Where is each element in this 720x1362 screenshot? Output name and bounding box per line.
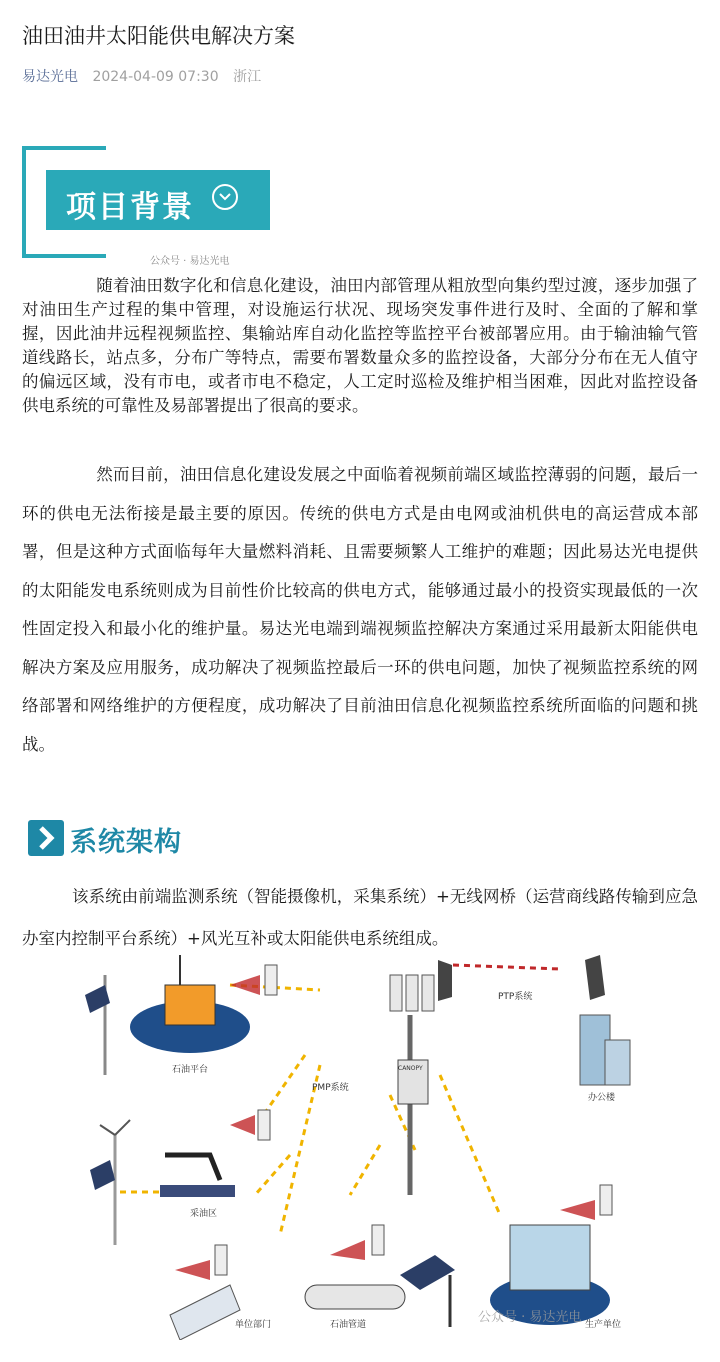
camera-1: [230, 965, 277, 995]
label-platform: 石油平台: [172, 1065, 209, 1075]
production-unit: [490, 1185, 612, 1325]
diagram-svg: [80, 955, 640, 1340]
label-office: 办公楼: [588, 1093, 616, 1103]
solar-panel: [400, 1255, 455, 1327]
label-box: CANOPY: [398, 1065, 423, 1072]
diagram-watermark: 公众号 · 易达光电: [478, 1310, 582, 1325]
paragraph-text: 随着油田数字化和信息化建设，油田内部管理从粗放型向集约型过渡，逐步加强了对油田生产过程的集中管理，对设施运行状况、现场突发事件进行及时、全面的了解和掌握，因此油井远程视频监控、集输站库自动化监控等监控平台被部署应用。由于输油输气管道线路长，站点多，分布广等特点，需要布署数量众多的监控设备，大部分分布在无人值守的偏远区域，没有市电，或者市电不稳定，人工定时巡检及维护相当困难，因此对监控设备供电系统的可靠性及易部署提出了很高的要求。: [22, 276, 698, 415]
unit-building: [170, 1245, 240, 1340]
paragraph-background: [22, 274, 698, 418]
offshore-platform: [130, 955, 250, 1053]
label-pmp: PMP系统: [312, 1083, 349, 1093]
paragraph-system-description: [22, 876, 698, 960]
article-title: 油田油井太阳能供电解决方案: [22, 24, 295, 48]
paragraph-text: 然而目前，油田信息化建设发展之中面临着视频前端区域监控薄弱的问题，最后一环的供电无法衔接是最主要的原因。传统的供电方式是由电网或油机供电的高运营成本部署，但是这种方式面临每年大量燃料消耗、且需要频繁人工维护的难题；因此易达光电提供的太阳能发电系统则成为目前性价比较高的供电方式，能够通过最小的投资实现最低的一次性固定投入和最小化的维护量。易达光电端到端视频监控解决方案通过采用最新太阳能供电解决方案及应用服务，成功解决了视频监控最后一环的供电问题，加快了视频监控系统的网络部署和网络维护的方便程度，成功解决了目前油田信息化视频监控系统所面临的问题和挑战。: [22, 465, 698, 754]
camera-2: [230, 1110, 270, 1140]
label-production: 生产单位: [585, 1320, 622, 1330]
section-heading-background: 项目背景: [66, 190, 194, 225]
office-building: [580, 955, 630, 1085]
label-pipeline: 石油管道: [330, 1320, 367, 1330]
system-architecture-diagram: [80, 955, 640, 1340]
chevron-down-icon: [212, 184, 238, 210]
oil-pipeline: [305, 1225, 405, 1309]
section-heading-architecture: [28, 818, 228, 858]
label-ptp: PTP系统: [498, 992, 533, 1002]
label-unit: 单位部门: [235, 1320, 272, 1330]
wind-solar-pole: [90, 1120, 130, 1245]
article-meta: [22, 66, 261, 86]
publish-location: 浙江: [233, 69, 262, 85]
label-oilfield: 采油区: [190, 1209, 218, 1219]
pump-jack: [160, 1155, 235, 1197]
section-heading-text: 系统架构: [70, 827, 182, 858]
paragraph-text: 该系统由前端监测系统（智能摄像机，采集系统）+无线网桥（运营商线路传输到应急办室内控制平台系统）+风光互补或太阳能供电系统组成。: [22, 887, 698, 948]
weather-station: [85, 975, 110, 1075]
chevron-right-icon: [28, 820, 64, 856]
watermark-text: 公众号 · 易达光电: [150, 256, 230, 267]
author-link[interactable]: 易达光电: [22, 69, 78, 85]
paragraph-current-status: [22, 456, 698, 764]
publish-date: 2024-04-09 07:30: [92, 69, 219, 85]
section-banner-background: [22, 146, 272, 254]
